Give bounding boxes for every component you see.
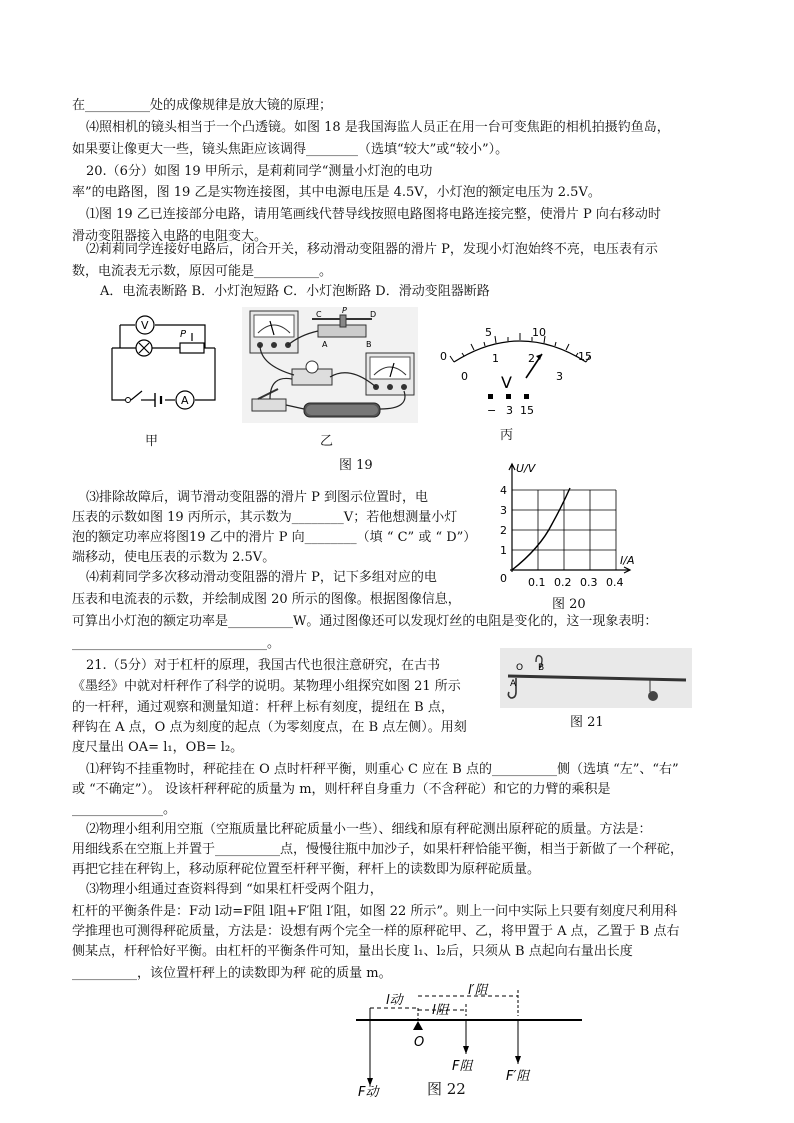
text-line: 可算出小灯泡的额定功率是__________W。通过图像还可以发现灯丝的电阻是变化的，这一现象表明： [72, 614, 658, 629]
rheostat-p-label: P [180, 329, 187, 340]
dial-top-15: 15 [578, 350, 592, 363]
text-line: 《墨经》中就对杆秤作了科学的说明。某物理小组探究如图 21 所示 [72, 679, 461, 694]
y-tick-2: 2 [500, 524, 507, 537]
dial-v-symbol: V [501, 373, 512, 392]
text-line: ⑴图 19 乙已连接部分电路，请用笔画线代替导线按照电路图将电路连接完整，使滑片 P 向右移动时 [86, 207, 661, 222]
terminal-3: 3 [506, 404, 513, 417]
text-line: 如果要让像更大一些，镜头焦距应该调得________（选填“较大”或“较小”）。 [72, 142, 509, 157]
dial-bottom-2: 2 [528, 352, 535, 365]
fig19a-circuit [100, 305, 230, 425]
text-line: 或 “不确定”）。 设该杆秤秤砣的质量为 m，则杆秤自身重力（不含秤砣）和它的力臂的乘积是 [72, 782, 611, 797]
text-line: ⑴秤钩不挂重物时，秤砣挂在 O 点时杆秤平衡，则重心 C 应在 B 点的__________侧（选填 “左”、“右” [86, 762, 679, 777]
fig21-steelyard [500, 648, 692, 708]
fig19-caption: 图 19 [339, 458, 373, 473]
fig21-letter-a: A [510, 679, 517, 689]
dial-top-0: 0 [440, 350, 447, 363]
text-line: 压表和电流表的示数，并绘制成图 20 所示的图像。根据图像信息， [72, 592, 461, 607]
text-line: 侧某点，杆秤恰好平衡。由杠杆的平衡条件可知，量出长度 l₁、l₂后，只须从 B 点起向右量出长度 [72, 944, 633, 959]
text-line: ⑵物理小组利用空瓶（空瓶质量比秤砣质量小一些）、细线和原有秤砣测出原秤砣的质量。方法是： [86, 822, 652, 837]
text-line: 端移动，使电压表的示数为 2.5V。 [72, 550, 276, 565]
text-line: 压表的示数如图 19 丙所示，其示数为________V；若他想测量小灯 [72, 510, 458, 525]
text-line: ______________。 [72, 802, 177, 817]
voltmeter-device [366, 353, 414, 395]
ammeter-device [250, 311, 298, 353]
terminal-15: 15 [520, 404, 534, 417]
fig21-caption: 图 21 [570, 715, 604, 730]
text-line: 20.（6分）如图 19 甲所示，是莉莉同学“测量小灯泡的电功 [86, 164, 433, 179]
text-line: 杠杆的平衡条件是：F动 l动=F阻 l阻+F′阻 l′阻，如图 22 所示”。则上一问中实际上只要有刻度尺利用科 [72, 904, 678, 919]
origin-label: 0 [500, 572, 507, 585]
y-tick-3: 3 [500, 504, 507, 517]
ui-curve [512, 488, 570, 570]
text-line: A．电流表断路 B．小灯泡短路 C．小灯泡断路 D．滑动变阻器断路 [100, 284, 490, 299]
fig22-f-dong: F动 [358, 1085, 379, 1100]
text-line: ______________________________。 [72, 636, 281, 651]
fig19c-label: 丙 [500, 428, 514, 443]
fig22-l-zu2: l′阻 [468, 983, 488, 998]
text-line: ⑷照相机的镜头相当于一个凸透镜。如图 18 是我国海监人员正在用一台可变焦距的相机拍摄钓鱼岛， [86, 120, 670, 135]
ammeter-letter: A [181, 394, 189, 407]
text-line: 21.（5分）对于杠杆的原理，我国古代也很注意研究，在古书 [86, 658, 440, 673]
text-line: 秤钩在 A 点，O 点为刻度的起点（为零刻度点，在 B 点左侧）。用刻 [72, 720, 467, 735]
terminal-neg: − [487, 404, 497, 417]
text-line: 的一杆秤，通过观察和测量知道：杆秤上标有刻度，提纽在 B 点， [72, 700, 454, 715]
dial-bottom-3: 3 [556, 370, 563, 383]
fig19b-apparatus [240, 305, 420, 425]
fig22-f-zu: F阻 [452, 1059, 473, 1074]
fig20-ui-graph [490, 462, 640, 592]
fig21-letter-b: B [538, 663, 545, 673]
fig22-f-zu2: F′阻 [506, 1069, 530, 1084]
text-line: 再把它挂在秤钩上，移动原秤砣位置至杆秤平衡，秤杆上的读数即为原秤砣质量。 [72, 862, 541, 877]
voltmeter-letter: V [141, 319, 149, 332]
fig19a-label: 甲 [145, 434, 159, 449]
fig19b-label: 乙 [320, 434, 334, 449]
text-line: 在__________处的成像规律是放大镜的原理； [72, 98, 333, 113]
dial-top-5: 5 [485, 326, 492, 339]
text-line: ⑵莉莉同学连接好电路后，闭合开关，移动滑动变阻器的滑片 P，发现小灯泡始终不亮，电压表有示 [86, 242, 658, 257]
rheostat-letter-c: C [316, 310, 322, 319]
y-axis-label: U/V [516, 462, 536, 475]
dial-bottom-0: 0 [461, 370, 468, 383]
rheostat-letter-p: P [342, 306, 347, 315]
fig20-caption: 图 20 [552, 597, 586, 612]
text-line: 学推理也可测得秤砣质量，方法是：设想有两个完全一样的原秤砣甲、乙，将甲置于 A 点，乙置于 B 点右 [72, 924, 680, 939]
y-tick-4: 4 [500, 484, 507, 497]
text-line: ⑷莉莉同学多次移动滑动变阻器的滑片 P，记下多组对应的电 [86, 570, 437, 585]
text-line: 滑动变阻器接入电路的电阻变大。 [72, 229, 268, 244]
x-tick-03: 0.3 [580, 576, 598, 589]
text-line: 用细线系在空瓶上并置于__________点，慢慢往瓶中加沙子，如果杆秤恰能平衡，相当于新做了一个秤砣， [72, 842, 684, 857]
dial-bottom-1: 1 [492, 352, 499, 365]
y-tick-1: 1 [500, 544, 507, 557]
text-line: __________，该位置杆秤上的读数即为秤 砣的质量 m。 [72, 966, 392, 981]
fig22-o: O [414, 1035, 425, 1050]
x-tick-01: 0.1 [528, 576, 546, 589]
x-axis-label: I/A [620, 554, 635, 567]
fig22-lever [356, 983, 586, 1100]
x-tick-02: 0.2 [554, 576, 572, 589]
rheostat-letter-a: A [322, 340, 328, 349]
text-line: ⑶物理小组通过查资料得到 “如果杠杆受两个阻力， [86, 882, 383, 897]
x-tick-04: 0.4 [606, 576, 624, 589]
fig21-letter-o: O [516, 663, 524, 673]
fig19c-voltmeter-dial [440, 322, 600, 417]
dial-top-10: 10 [532, 326, 546, 339]
rheostat-letter-d: D [370, 310, 377, 319]
fig22-l-zu: l阻 [432, 1003, 449, 1018]
text-line: 数，电流表无示数，原因可能是__________。 [72, 264, 333, 279]
text-line: 度尺量出 OA= l₁，OB= l₂。 [72, 740, 244, 755]
fig22-l-dong: l动 [386, 993, 403, 1008]
fig22-caption: 图 22 [427, 1080, 466, 1098]
text-line: 泡的额定功率应将图19 乙中的滑片 P 向________（填 “ C” 或 “ D”） [72, 530, 477, 545]
text-line: ⑶排除故障后，调节滑动变阻器的滑片 P 到图示位置时，电 [86, 490, 429, 505]
text-line: 率”的电路图，图 19 乙是实物连接图，其中电源电压是 4.5V，小灯泡的额定电压为 2.5V。 [72, 185, 601, 200]
battery-device [304, 403, 380, 417]
rheostat-letter-b: B [366, 340, 372, 349]
